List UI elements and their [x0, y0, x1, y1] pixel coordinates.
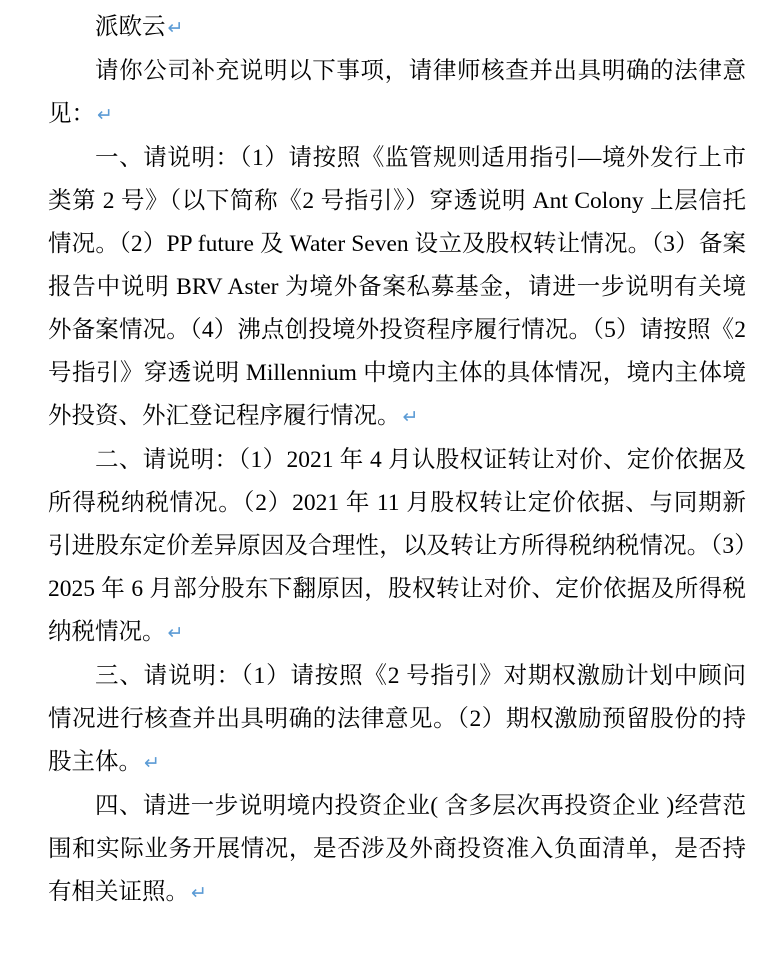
paragraph-intro — [48, 50, 746, 137]
paragraph-mark: ↵ — [97, 105, 113, 126]
paragraph-mark: ↵ — [167, 18, 184, 39]
paragraph-text: 请你公司补充说明以下事项，请律师核查并出具明确的法律意见： — [48, 58, 746, 127]
paragraph-item-2 — [48, 439, 746, 655]
paragraph-item-3 — [48, 655, 746, 785]
paragraph-item-4 — [48, 785, 746, 915]
document-body — [48, 6, 746, 915]
paragraph-text: 一、请说明：（1）请按照《监管规则适用指引—境外发行上市类第 2 号》（以下简称《2 号指引》）穿透说明 Ant Colony 上层信托情况。（2）PP future 及 Water Seven 设立及股权转让情况。（3）备案报告中说明 BRV Aster 为境外备案私募基金，请进一步说明有关境外备案情况。（4）沸点创投境外投资程序履行情况。（5）请按照《2 号指引》穿透说明 Millennium 中境内主体的具体情况，境内主体境外投资、外汇登记程序履行情况。 — [48, 145, 746, 429]
paragraph-text: 二、请说明：（1）2021 年 4 月认股权证转让对价、定价依据及所得税纳税情况。（2）2021 年 11 月股权转让定价依据、与同期新引进股东定价差异原因及合理性，以及转让方所得税纳税情况。（3）2025 年 6 月部分股东下翻原因，股权转让对价、定价依据及所得税纳税情况。 — [48, 447, 746, 645]
paragraph-mark: ↵ — [191, 883, 207, 904]
paragraph-item-1 — [48, 137, 746, 439]
paragraph-text: 四、请进一步说明境内投资企业( 含多层次再投资企业 )经营范围和实际业务开展情况，是否涉及外商投资准入负面清单，是否持有相关证照。 — [48, 793, 746, 905]
paragraph-company-name — [48, 6, 746, 50]
paragraph-mark: ↵ — [167, 623, 184, 644]
paragraph-mark: ↵ — [144, 753, 160, 774]
paragraph-mark: ↵ — [402, 407, 419, 428]
paragraph-text: 三、请说明：（1）请按照《2 号指引》对期权激励计划中顾问情况进行核查并出具明确的法律意见。（2）期权激励预留股份的持股主体。 — [48, 663, 746, 775]
paragraph-text: 派欧云 — [95, 14, 166, 40]
